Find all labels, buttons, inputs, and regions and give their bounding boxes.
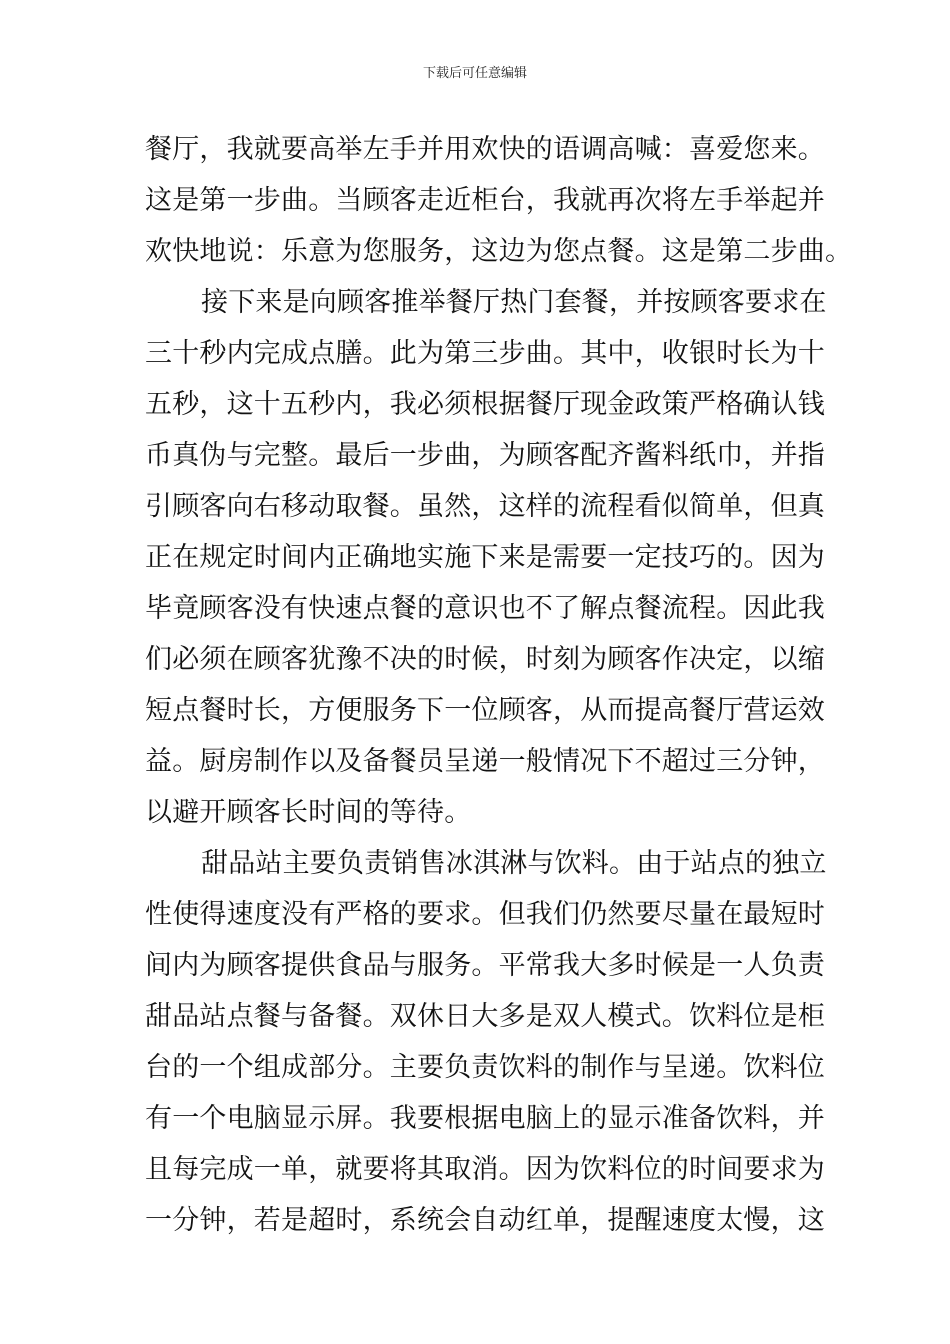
text-line: 间内为顾客提供食品与服务。平常我大多时候是一人负责 bbox=[145, 950, 825, 981]
text-line: 餐厅，我就要高举左手并用欢快的语调高喊：喜爱您来。 bbox=[145, 134, 825, 165]
text-line: 毕竟顾客没有快速点餐的意识也不了解点餐流程。因此我 bbox=[145, 593, 825, 624]
paragraph-first-line: 甜品站主要负责销售冰淇淋与饮料。由于站点的独立 bbox=[201, 848, 827, 879]
text-line: 们必须在顾客犹豫不决的时候，时刻为顾客作决定，以缩 bbox=[145, 644, 825, 675]
text-line: 且每完成一单，就要将其取消。因为饮料位的时间要求为 bbox=[145, 1154, 825, 1185]
text-line: 短点餐时长，方便服务下一位顾客，从而提高餐厅营运效 bbox=[145, 695, 825, 726]
text-line: 甜品站点餐与备餐。双休日大多是双人模式。饮料位是柜 bbox=[145, 1001, 825, 1032]
body-text bbox=[145, 124, 853, 1246]
text-line: 三十秒内完成点膳。此为第三步曲。其中，收银时长为十 bbox=[145, 338, 825, 369]
text-line: 币真伪与完整。最后一步曲，为顾客配齐酱料纸巾，并指 bbox=[145, 440, 825, 471]
text-line: 一分钟，若是超时，系统会自动红单，提醒速度太慢，这 bbox=[145, 1205, 825, 1236]
page-header: 下载后可任意编辑 bbox=[422, 66, 527, 81]
text-line: 性使得速度没有严格的要求。但我们仍然要尽量在最短时 bbox=[145, 899, 825, 930]
text-line: 引顾客向右移动取餐。虽然，这样的流程看似简单，但真 bbox=[145, 491, 825, 522]
text-line: 正在规定时间内正确地实施下来是需要一定技巧的。因为 bbox=[145, 542, 825, 573]
text-line: 益。厨房制作以及备餐员呈递一般情况下不超过三分钟， bbox=[145, 746, 825, 777]
text-line: 欢快地说：乐意为您服务，这边为您点餐。这是第二步曲。 bbox=[145, 236, 853, 267]
text-line: 台的一个组成部分。主要负责饮料的制作与呈递。饮料位 bbox=[145, 1052, 825, 1083]
text-line: 五秒，这十五秒内，我必须根据餐厅现金政策严格确认钱 bbox=[145, 389, 825, 420]
text-line: 这是第一步曲。当顾客走近柜台，我就再次将左手举起并 bbox=[145, 185, 825, 216]
text-line: 有一个电脑显示屏。我要根据电脑上的显示准备饮料，并 bbox=[145, 1103, 825, 1134]
paragraph-first-line: 接下来是向顾客推举餐厅热门套餐，并按顾客要求在 bbox=[201, 287, 827, 318]
paragraph-last-line: 以避开顾客长时间的等待。 bbox=[145, 797, 472, 828]
